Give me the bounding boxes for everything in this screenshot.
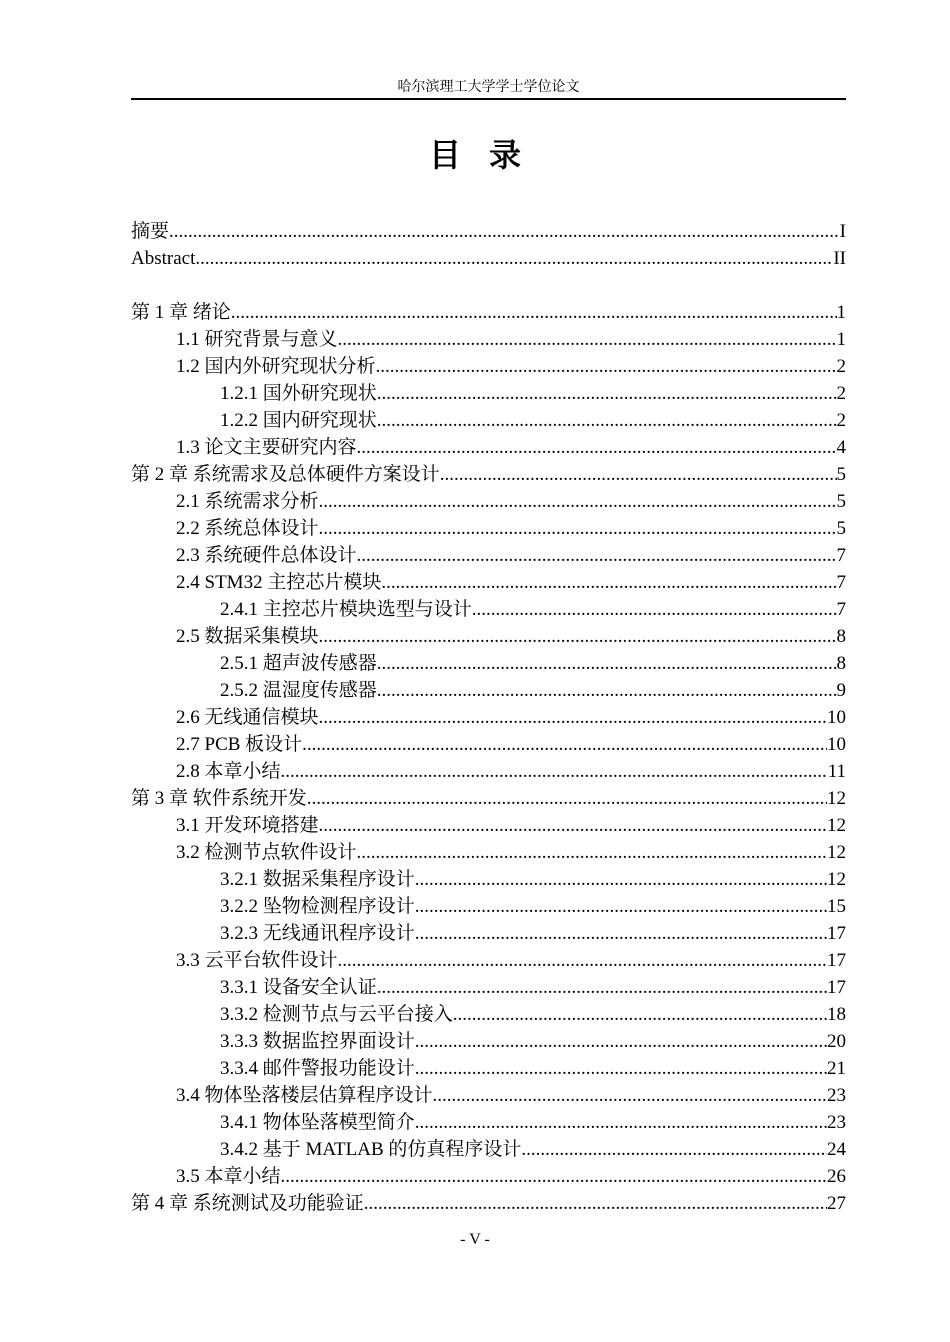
toc-dot-leader (415, 920, 827, 947)
toc-entry[interactable] (131, 785, 846, 812)
toc-entry[interactable] (131, 326, 846, 353)
toc-entry-page: 2 (836, 410, 846, 431)
toc-entry[interactable] (131, 1136, 846, 1163)
toc-entry-label: 第 2 章 系统需求及总体硬件方案设计 (131, 464, 440, 485)
toc-entry-label: 1.3 论文主要研究内容 (176, 437, 357, 458)
toc-entry[interactable] (131, 245, 846, 272)
toc-entry[interactable] (131, 569, 846, 596)
toc-entry-page: 7 (836, 545, 846, 566)
toc-entry[interactable] (131, 218, 846, 245)
toc-dot-leader (377, 650, 837, 677)
toc-entry[interactable] (131, 974, 846, 1001)
toc-dot-leader (357, 434, 837, 461)
toc-dot-leader (357, 542, 837, 569)
toc-entry[interactable] (131, 866, 846, 893)
toc-entry[interactable] (131, 623, 846, 650)
toc-entry[interactable] (131, 353, 846, 380)
toc-entry-label: 第 3 章 软件系统开发 (131, 788, 307, 809)
toc-dot-leader (377, 407, 837, 434)
toc-entry[interactable] (131, 434, 846, 461)
toc-entry[interactable] (131, 515, 846, 542)
toc-entry[interactable] (131, 947, 846, 974)
toc-entry-label: 3.2.3 无线通讯程序设计 (220, 923, 415, 944)
toc-entry[interactable] (131, 677, 846, 704)
toc-entry-label: 3.4 物体坠落楼层估算程序设计 (176, 1085, 433, 1106)
toc-entry[interactable] (131, 1082, 846, 1109)
toc-entry-page: 2 (836, 356, 846, 377)
toc-entry-page: 17 (827, 923, 846, 944)
toc-entry-label: 2.5 数据采集模块 (176, 626, 319, 647)
toc-entry-label: 2.2 系统总体设计 (176, 518, 319, 539)
toc-entry-label: 3.3.4 邮件警报功能设计 (220, 1058, 415, 1079)
toc-dot-leader (231, 299, 837, 326)
toc-entry-page: 4 (836, 437, 846, 458)
toc-dot-leader (195, 245, 833, 272)
toc-entry[interactable] (131, 893, 846, 920)
toc-entry-label: 1.2.2 国内研究现状 (220, 410, 377, 431)
running-header: 哈尔滨理工大学学士学位论文 (397, 80, 580, 95)
toc-dot-leader (415, 1028, 827, 1055)
toc-entry-label: 2.4.1 主控芯片模块选型与设计 (220, 599, 472, 620)
toc-entry-page: 2 (836, 383, 846, 404)
toc-entry[interactable] (131, 920, 846, 947)
toc-dot-leader (472, 596, 837, 623)
toc-entry[interactable] (131, 488, 846, 515)
toc-entry[interactable] (131, 1163, 846, 1190)
toc-entry[interactable] (131, 1028, 846, 1055)
toc-entry-label: 3.2 检测节点软件设计 (176, 842, 357, 863)
toc-entry[interactable] (131, 758, 846, 785)
toc-dot-leader (415, 1055, 827, 1082)
toc-entry-label: 2.4 STM32 主控芯片模块 (176, 572, 382, 593)
toc-entry-page: 7 (836, 599, 846, 620)
toc-entry-label: 2.6 无线通信模块 (176, 707, 319, 728)
toc-entry-page: 20 (827, 1031, 846, 1052)
toc-entry-page: 7 (836, 572, 846, 593)
toc-entry-label: 第 1 章 绪论 (131, 302, 231, 323)
toc-entry-label: 1.2 国内外研究现状分析 (176, 356, 376, 377)
toc-entry-page: II (833, 248, 846, 269)
toc-entry-page: 10 (827, 707, 846, 728)
toc-entry-page: 5 (836, 464, 846, 485)
toc-dot-leader (364, 1190, 827, 1217)
toc-entry[interactable] (131, 1055, 846, 1082)
toc-entry[interactable] (131, 1001, 846, 1028)
toc-entry[interactable] (131, 461, 846, 488)
toc-entry-label: 1.1 研究背景与意义 (176, 329, 338, 350)
toc-dot-leader (357, 839, 827, 866)
toc-entry-page: 8 (836, 653, 846, 674)
toc-entry[interactable] (131, 812, 846, 839)
toc-dot-leader (453, 1001, 827, 1028)
toc-entry-label: 3.4.2 基于 MATLAB 的仿真程序设计 (220, 1139, 522, 1160)
toc-entry-label: 2.5.1 超声波传感器 (220, 653, 377, 674)
toc-entry[interactable] (131, 1109, 846, 1136)
toc-entry[interactable] (131, 650, 846, 677)
toc-entry-label: 3.3.2 检测节点与云平台接入 (220, 1004, 453, 1025)
toc-entry-page: 12 (827, 788, 846, 809)
toc-entry[interactable] (131, 1190, 846, 1217)
toc-entry-label: 1.2.1 国外研究现状 (220, 383, 377, 404)
toc-dot-leader (377, 677, 837, 704)
toc-dot-leader (377, 974, 827, 1001)
toc-entry[interactable] (131, 839, 846, 866)
toc-dot-leader (381, 569, 836, 596)
toc-entry-page: 10 (827, 734, 846, 755)
toc-entry-page: 26 (827, 1166, 846, 1187)
toc-entry-page: 5 (836, 518, 846, 539)
toc-entry-label: 2.7 PCB 板设计 (176, 734, 303, 755)
toc-dot-leader (415, 1109, 827, 1136)
toc-entry[interactable] (131, 299, 846, 326)
toc-entry-label: 3.1 开发环境搭建 (176, 815, 319, 836)
toc-entry-label: 2.5.2 温湿度传感器 (220, 680, 377, 701)
toc-entry-label: 3.3 云平台软件设计 (176, 950, 338, 971)
toc-entry-page: 23 (827, 1085, 846, 1106)
toc-entry-label: 3.3.3 数据监控界面设计 (220, 1031, 415, 1052)
toc-entry-label: 摘要 (131, 221, 170, 242)
toc-dot-leader (440, 461, 837, 488)
toc-dot-leader (415, 866, 827, 893)
page-number: - V - (460, 1231, 490, 1248)
toc-entry[interactable] (131, 407, 846, 434)
toc-entry[interactable] (131, 704, 846, 731)
toc-entry-page: 18 (827, 1004, 846, 1025)
toc-entry-page: 23 (827, 1112, 846, 1133)
toc-dot-leader (281, 1163, 827, 1190)
toc-entry-page: 15 (827, 896, 846, 917)
toc-entry-label: 3.2.1 数据采集程序设计 (220, 869, 415, 890)
toc-entry-label: 3.3.1 设备安全认证 (220, 977, 377, 998)
toc-entry-page: 1 (836, 329, 846, 350)
toc-entry-page: 11 (827, 761, 846, 782)
toc-dot-leader (521, 1136, 827, 1163)
toc-entry-page: 12 (827, 815, 846, 836)
toc-entry[interactable] (131, 731, 846, 758)
toc-entry-page: I (839, 221, 846, 242)
toc-entry[interactable] (131, 380, 846, 407)
toc-entry-label: 2.8 本章小结 (176, 761, 281, 782)
toc-entry-page: 12 (827, 842, 846, 863)
toc-dot-leader (319, 704, 827, 731)
toc-dot-leader (319, 812, 827, 839)
toc-dot-leader (338, 326, 837, 353)
toc-entry-label: 3.2.2 坠物检测程序设计 (220, 896, 415, 917)
toc-entry-page: 21 (827, 1058, 846, 1079)
toc-dot-leader (338, 947, 827, 974)
header-rule (131, 98, 846, 100)
table-of-contents (131, 218, 846, 1217)
toc-dot-leader (376, 353, 837, 380)
toc-entry-page: 17 (827, 950, 846, 971)
toc-entry-label: 2.1 系统需求分析 (176, 491, 319, 512)
toc-entry-label: 2.3 系统硬件总体设计 (176, 545, 357, 566)
toc-dot-leader (302, 731, 827, 758)
toc-dot-leader (281, 758, 828, 785)
toc-entry[interactable] (131, 596, 846, 623)
toc-dot-leader (377, 380, 837, 407)
toc-entry-page: 12 (827, 869, 846, 890)
toc-entry-page: 8 (836, 626, 846, 647)
toc-dot-leader (433, 1082, 827, 1109)
toc-entry[interactable] (131, 542, 846, 569)
toc-dot-leader (169, 218, 840, 245)
toc-entry-label: 3.4.1 物体坠落模型简介 (220, 1112, 415, 1133)
toc-entry-label: Abstract (131, 248, 196, 269)
toc-entry-page: 17 (827, 977, 846, 998)
toc-dot-leader (319, 488, 837, 515)
toc-entry-page: 27 (827, 1193, 846, 1214)
toc-entry-label: 第 4 章 系统测试及功能验证 (131, 1193, 364, 1214)
toc-entry-page: 9 (836, 680, 846, 701)
toc-entry-page: 24 (827, 1139, 846, 1160)
toc-entry-page: 1 (836, 302, 846, 323)
toc-entry-label: 3.5 本章小结 (176, 1166, 281, 1187)
toc-dot-leader (307, 785, 827, 812)
toc-dot-leader (415, 893, 827, 920)
toc-dot-leader (319, 515, 837, 542)
toc-entry-page: 5 (836, 491, 846, 512)
page-title: 目录 (428, 136, 549, 174)
toc-dot-leader (319, 623, 837, 650)
